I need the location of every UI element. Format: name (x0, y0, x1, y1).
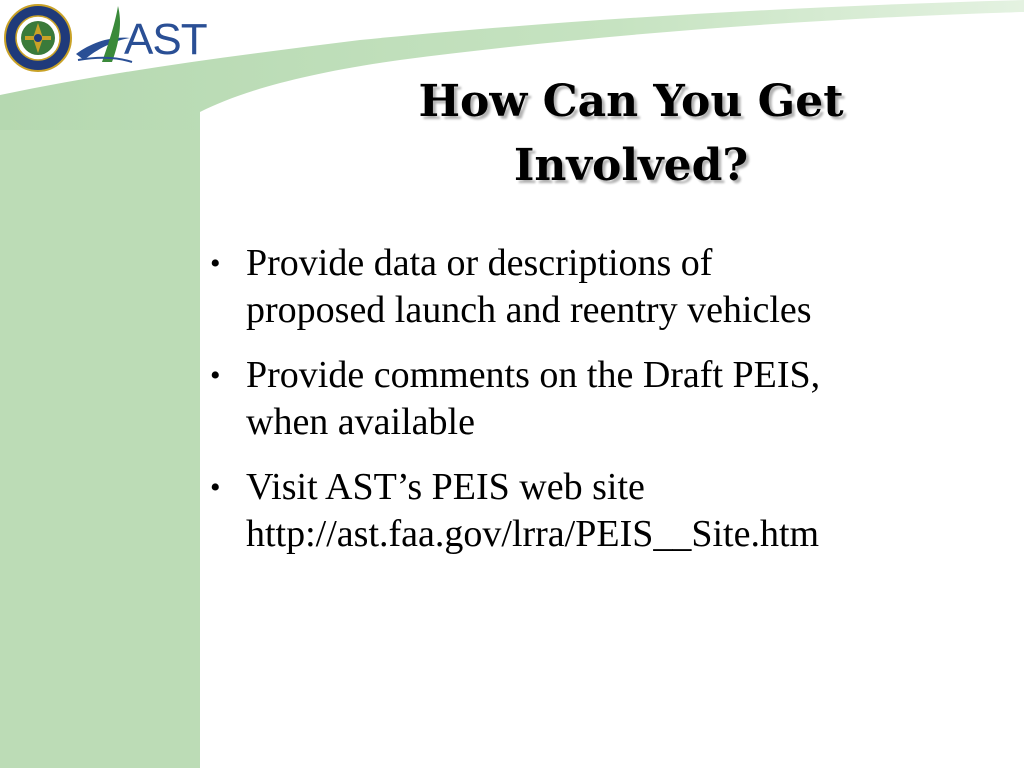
bullet-item-provide-data (204, 240, 1004, 334)
left-green-band (0, 95, 200, 768)
bullet-text-line: when available (246, 401, 475, 443)
website-url-link[interactable]: http://ast.faa.gov/lrra/PEIS__Site.htm (246, 513, 820, 555)
slide-title (340, 70, 922, 198)
title-line-1: How Can You Get (418, 76, 844, 127)
bullet-list (204, 240, 1004, 576)
bullet-item-visit-website (204, 464, 1004, 558)
bullet-dot: • (210, 471, 221, 504)
faa-seal-icon (3, 3, 73, 73)
bullet-text-line: proposed launch and reentry vehicles (246, 289, 812, 331)
ast-logo-text: AST (124, 15, 207, 64)
bullet-text-line: Visit AST’s PEIS web site (246, 466, 645, 508)
bullet-dot: • (210, 247, 221, 280)
bullet-dot: • (210, 359, 221, 392)
bullet-item-provide-comments (204, 352, 1004, 446)
bullet-text-line: Provide comments on the Draft PEIS, (246, 354, 821, 396)
title-line-2: Involved? (513, 140, 749, 191)
bullet-text-line: Provide data or descriptions of (246, 242, 713, 284)
